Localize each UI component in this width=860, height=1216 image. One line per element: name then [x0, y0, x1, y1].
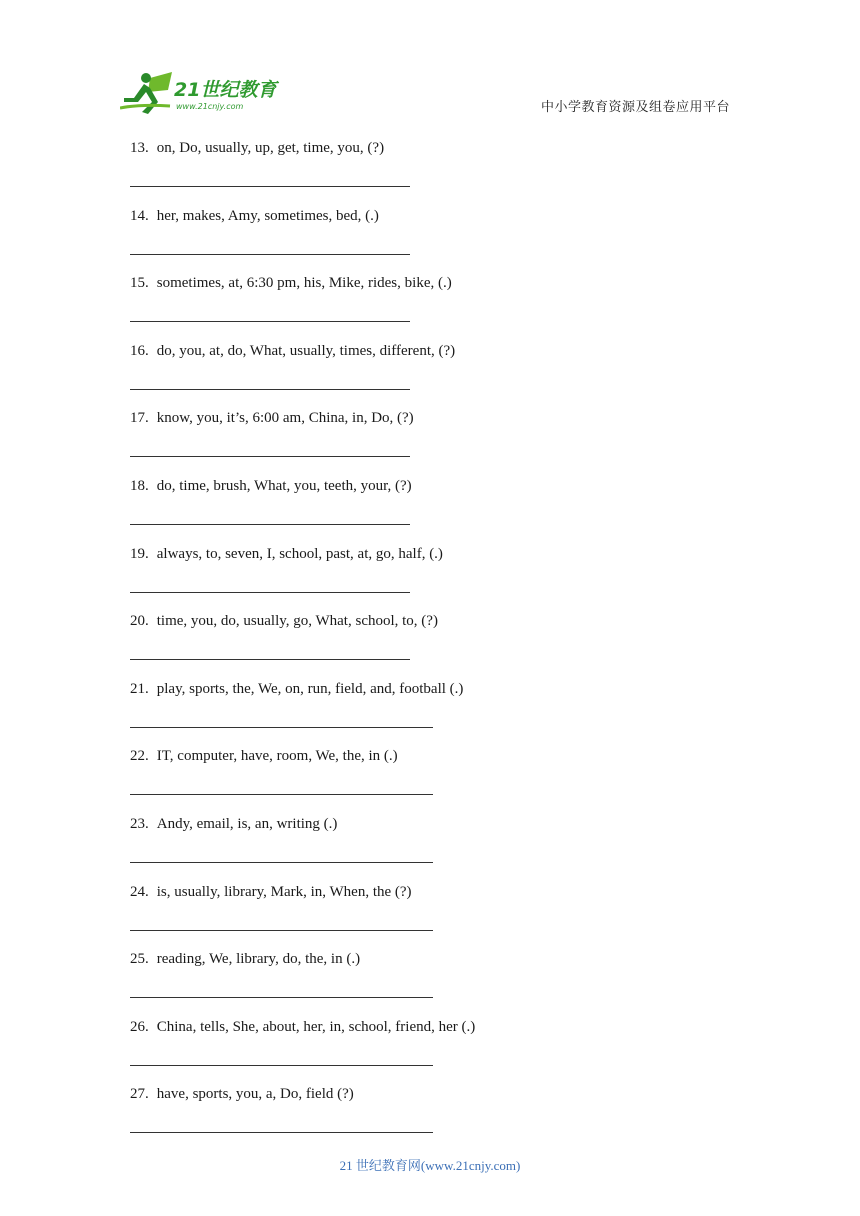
question-words: her, makes, Amy, sometimes, bed, (.): [156, 207, 379, 224]
question-text: [130, 274, 452, 292]
question-number: 26.: [130, 1018, 149, 1035]
logo-title: 21世纪教育: [174, 79, 277, 101]
answer-line[interactable]: [130, 997, 433, 998]
question-words: Andy, email, is, an, writing (.): [156, 816, 338, 832]
question-number: 20.: [130, 613, 149, 630]
question-item: [130, 950, 360, 968]
site-logo: [120, 68, 290, 116]
question-item: [130, 342, 455, 360]
question-item: [130, 883, 412, 901]
question-words: have, sports, you, a, Do, field (?): [156, 1086, 354, 1103]
question-text: [130, 747, 398, 765]
question-item: [130, 274, 452, 292]
question-item: [130, 815, 337, 833]
question-number: 18.: [130, 478, 149, 494]
question-words: do, you, at, do, What, usually, times, different, (?): [156, 342, 456, 359]
question-item: [130, 747, 398, 765]
answer-line[interactable]: [130, 456, 410, 457]
question-text: [130, 612, 438, 630]
question-words: is, usually, library, Mark, in, When, the (?): [156, 883, 412, 900]
question-item: [130, 207, 379, 225]
question-item: [130, 139, 384, 157]
question-words: China, tells, She, about, her, in, school, friend, her (.): [156, 1018, 476, 1035]
answer-line[interactable]: [130, 592, 410, 593]
question-item: [130, 680, 463, 698]
question-item: [130, 545, 443, 563]
question-number: 25.: [130, 951, 149, 968]
answer-line[interactable]: [130, 389, 410, 390]
answer-line[interactable]: [130, 254, 410, 255]
answer-line[interactable]: [130, 1065, 433, 1066]
runner-logo-icon: [120, 68, 290, 116]
answer-line[interactable]: [130, 930, 433, 931]
question-text: [130, 139, 384, 157]
question-item: [130, 477, 412, 495]
question-words: do, time, brush, What, you, teeth, your, (?): [156, 478, 412, 494]
question-number: 27.: [130, 1086, 149, 1103]
question-number: 22.: [130, 748, 149, 765]
question-text: [130, 207, 379, 225]
question-item: [130, 612, 438, 630]
question-text: [130, 883, 412, 901]
question-item: [130, 1085, 354, 1103]
question-words: IT, computer, have, room, We, the, in (.): [156, 748, 398, 765]
question-text: [130, 1085, 354, 1103]
question-words: always, to, seven, I, school, past, at, go, half, (.): [156, 545, 443, 562]
question-number: 19.: [130, 545, 149, 562]
answer-line[interactable]: [130, 1132, 433, 1133]
answer-line[interactable]: [130, 794, 433, 795]
logo-url: www.21cnjy.com: [176, 102, 244, 111]
answer-line[interactable]: [130, 186, 410, 187]
question-text: [130, 342, 455, 360]
question-number: 17.: [130, 410, 149, 427]
answer-line[interactable]: [130, 659, 410, 660]
answer-line[interactable]: [130, 524, 410, 525]
question-number: 16.: [130, 342, 149, 359]
question-number: 21.: [130, 680, 149, 697]
question-text: [130, 409, 414, 427]
question-item: [130, 1018, 475, 1036]
answer-line[interactable]: [130, 862, 433, 863]
answer-line[interactable]: [130, 321, 410, 322]
question-words: sometimes, at, 6:30 pm, his, Mike, rides, bike, (.): [156, 275, 452, 292]
question-number: 13.: [130, 140, 149, 156]
question-number: 15.: [130, 275, 149, 292]
page-header: [0, 0, 860, 130]
question-text: [130, 477, 412, 495]
question-text: [130, 950, 360, 968]
question-text: [130, 680, 463, 698]
question-number: 23.: [130, 816, 149, 832]
footer-text: 21 世纪教育网(www.21cnjy.com): [339, 1158, 521, 1173]
platform-title: 中小学教育资源及组卷应用平台: [540, 100, 730, 115]
question-text: [130, 545, 443, 563]
question-text: [130, 815, 337, 833]
question-words: know, you, it’s, 6:00 am, China, in, Do, (?): [156, 410, 414, 427]
question-words: reading, We, library, do, the, in (.): [156, 951, 361, 968]
question-words: on, Do, usually, up, get, time, you, (?): [156, 140, 385, 156]
question-number: 14.: [130, 207, 149, 224]
question-number: 24.: [130, 883, 149, 900]
question-text: [130, 1018, 475, 1036]
answer-line[interactable]: [130, 727, 433, 728]
question-words: play, sports, the, We, on, run, field, and, football (.): [156, 680, 464, 697]
question-item: [130, 409, 414, 427]
question-words: time, you, do, usually, go, What, school, to, (?): [156, 613, 438, 630]
